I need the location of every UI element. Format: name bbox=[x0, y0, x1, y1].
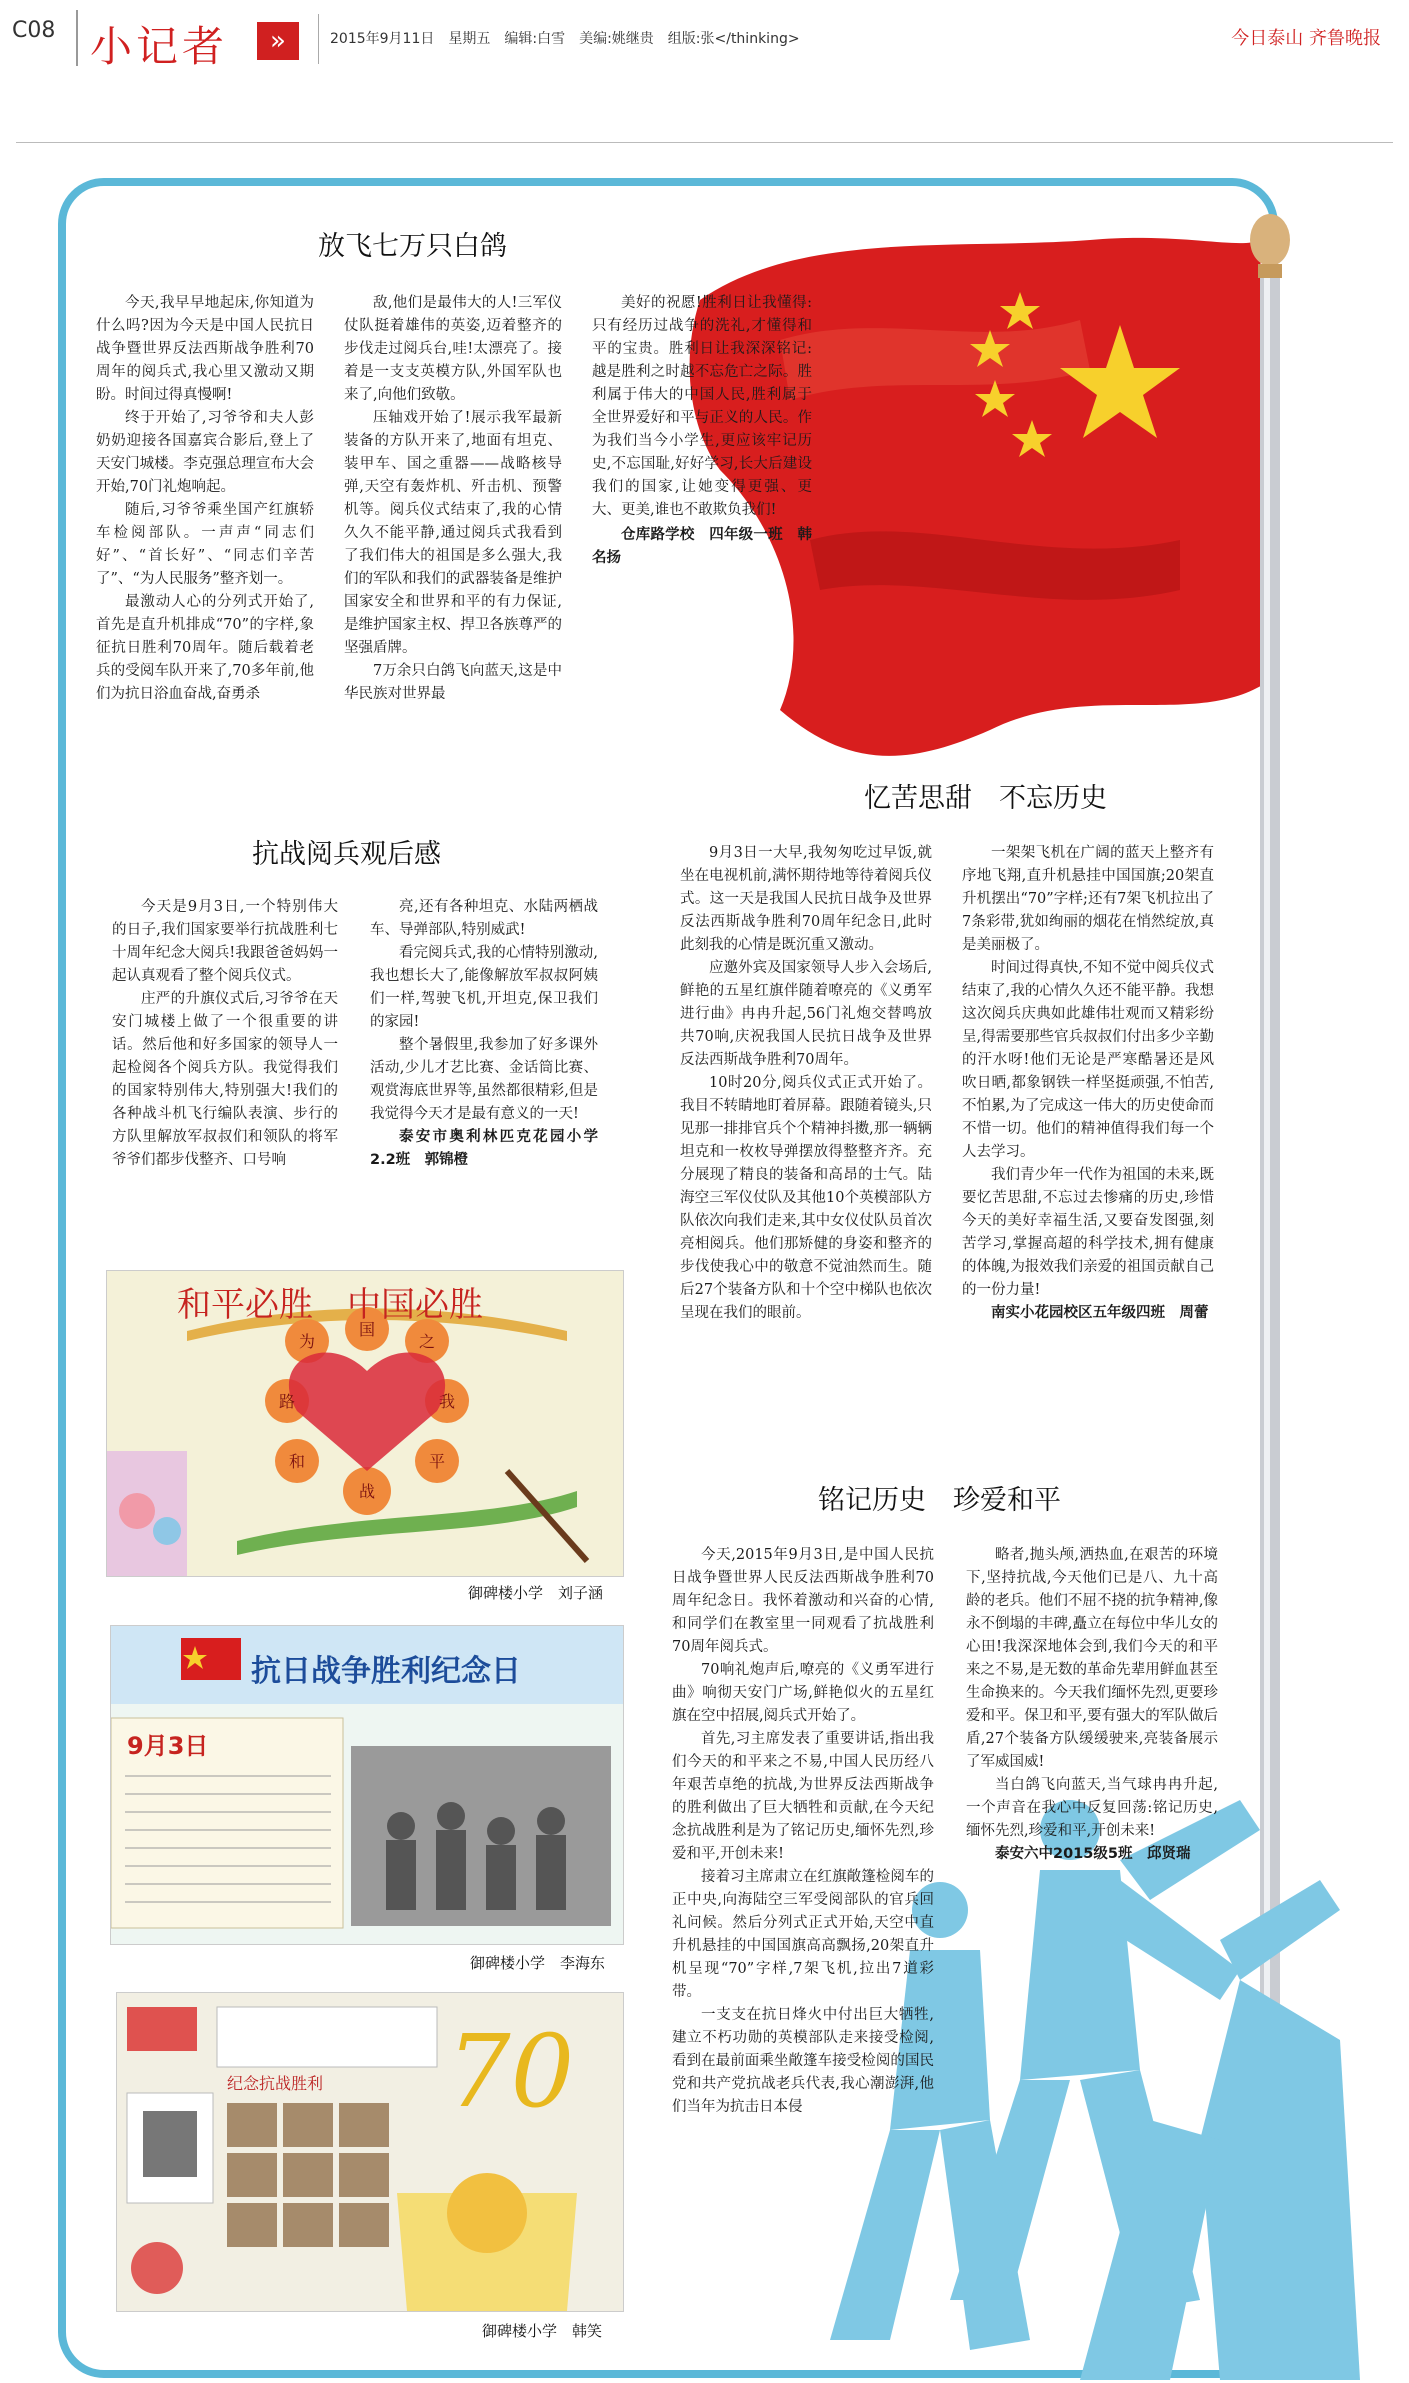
paragraph: 随后,习爷爷乘坐国产红旗轿车检阅部队。一声声“同志们好”、“首长好”、“同志们辛苦了”、“为人民服务”整齐划一。 bbox=[96, 502, 314, 587]
paragraph: 今天,我早早地起床,你知道为什么吗?因为今天是中国人民抗日战争暨世界反法西斯战争胜利70周年的阅兵式,我心里又激动又期盼。时间过得真慢啊! bbox=[96, 295, 314, 403]
paragraph: 9月3日一大早,我匆匆吃过早饭,就坐在电视机前,满怀期待地等待着阅兵仪式。这一天是我国人民抗日战争及世界反法西斯战争胜利70周年纪念日,此时此刻我的心情是既沉重又激动。 bbox=[680, 845, 932, 953]
paragraph: 庄严的升旗仪式后,习爷爷在天安门城楼上做了一个很重要的讲话。然后他和好多国家的领导人一起检阅各个阅兵方队。我觉得我们的国家特别伟大,特别强大!我们的各种战斗机飞行编队表演、步行的方队里解放军叔叔们和领队的将军爷爷们都步伐整齐、口号响 bbox=[112, 991, 338, 1168]
header-rule bbox=[16, 142, 1393, 143]
article-column bbox=[370, 896, 598, 1172]
author-signature: 泰安市奥利林匹克花园小学2.2班 郭锦橙 bbox=[370, 1129, 598, 1168]
header-divider bbox=[318, 14, 319, 64]
newspaper-name: 今日泰山 齐鲁晚报 bbox=[1231, 28, 1381, 49]
paragraph: 10时20分,阅兵仪式正式开始了。我目不转睛地盯着屏幕。跟随着镜头,只见那一排排官兵个个精神抖擞,那一辆辆坦克和一枚枚导弹摆放得整整齐齐。充分展现了精良的装备和高昂的士气。陆海空三军仪仗队及其他10个英模部队方队依次向我们走来,其中女仪仗队员首次亮相阅兵。他们那矫健的身姿和整齐的步伐使我心中的敬意不觉油然而生。随后27个装备方队和十个空中梯队也依次呈现在我们的眼前。 bbox=[680, 1075, 932, 1321]
article-title: 抗战阅兵观后感 bbox=[252, 839, 441, 870]
author-signature: 泰安六中2015级5班 邱贤瑞 bbox=[995, 1846, 1191, 1862]
student-poster bbox=[110, 1625, 624, 1945]
poster-caption: 御碑楼小学 刘子涵 bbox=[468, 1584, 604, 1602]
poster-word: 为 bbox=[299, 1332, 316, 1351]
poster-caption: 御碑楼小学 李海东 bbox=[470, 1954, 606, 1972]
paragraph: 时间过得真快,不知不觉中阅兵仪式结束了,我的心情久久还不能平静。我想这次阅兵庆典如此雄伟壮观而又精彩纷呈,得需要那些官兵叔叔们付出多少辛勤的汗水呀!他们无论是严寒酷暑还是风吹日晒,都象钢铁一样坚挺顽强,不怕苦,不怕累,为了完成这一伟大的历史使命而不惜一切。他们的精神值得我们每一个人去学习。 bbox=[962, 960, 1214, 1160]
poster-word: 国 bbox=[359, 1320, 376, 1339]
paragraph: 亮,还有各种坦克、水陆两栖战车、导弹部队,特别威武! bbox=[370, 899, 598, 938]
poster-title: 70 bbox=[447, 2013, 575, 2130]
student-poster bbox=[116, 1992, 624, 2312]
paragraph: 略者,抛头颅,洒热血,在艰苦的环境下,坚持抗战,今天他们已是八、九十高龄的老兵。他们不屈不挠的抗争精神,像永不倒塌的丰碑,矗立在每位中华儿女的心田!我深深地体会到,我们今天的和平来之不易,是无数的革命先辈用鲜血甚至生命换来的。今天我们缅怀先烈,更要珍爱和平。保卫和平,要有强大的军队做后盾,27个装备方队缓缓驶来,亮装备展示了军威国威! bbox=[966, 1547, 1218, 1770]
paragraph: 终于开始了,习爷爷和夫人彭奶奶迎接各国嘉宾合影后,登上了天安门城楼。李克强总理宣布大会开始,70门礼炮响起。 bbox=[96, 410, 314, 495]
paragraph: 今天,2015年9月3日,是中国人民抗日战争暨世界人民反法西斯战争胜利70周年纪念日。我怀着激动和兴奋的心情,和同学们在教室里一同观看了抗战胜利70周年阅兵式。 bbox=[672, 1547, 934, 1655]
poster-word: 和 bbox=[289, 1452, 306, 1471]
article-title: 铭记历史 珍爱和平 bbox=[818, 1485, 1061, 1516]
paragraph: 最激动人心的分列式开始了,首先是直升机排成“70”的字样,象征抗日胜利70周年。随后载着老兵的受阅车队开来了,70多年前,他们为抗日浴血奋战,奋勇杀 bbox=[96, 594, 314, 702]
article-column bbox=[112, 896, 338, 1172]
poster-word: 平 bbox=[429, 1452, 446, 1471]
article-column bbox=[680, 842, 932, 1325]
paragraph: 整个暑假里,我参加了好多课外活动,少儿才艺比赛、金话筒比赛、观赏海底世界等,虽然都很精彩,但是我觉得今天才是最有意义的一天! bbox=[370, 1037, 598, 1122]
poster-subtitle: 纪念抗战胜利 bbox=[227, 2074, 324, 2093]
paragraph: 压轴戏开始了!展示我军最新装备的方队开来了,地面有坦克、装甲车、国之重器——战略核导弹,天空有轰炸机、歼击机、预警机等。阅兵仪式结束了,我的心情久久不能平静,通过阅兵式我看到了我们伟大的祖国是多么强大,我们的军队和我们的武器装备是维护国家安全和世界和平的有力保证,是维护国家主权、捍卫各族尊严的坚强盾牌。 bbox=[344, 410, 562, 656]
issue-meta: 2015年9月11日 星期五 编辑:白雪 美编:姚继贵 组版:张</thinking> bbox=[330, 31, 800, 47]
paragraph: 首先,习主席发表了重要讲话,指出我们今天的和平来之不易,中国人民历经八年艰苦卓绝的抗战,为世界反法西斯战争的胜利做出了巨大牺牲和贡献,在今天纪念抗战胜利是为了铭记历史,缅怀先烈,珍爱和平,开创未来! bbox=[672, 1731, 934, 1862]
paragraph: 美好的祝愿!胜利日让我懂得:只有经历过战争的洗礼,才懂得和平的宝贵。胜利日让我深深铭记:越是胜利之时越不忘危亡之际。胜利属于伟大的中国人民,胜利属于全世界爱好和平与正义的人民。作为我们当今小学生,更应该牢记历史,不忘国耻,好好学习,长大后建设我们的国家,让她变得更强、更大、更美,谁也不敢欺负我们! bbox=[592, 295, 812, 518]
article-column bbox=[966, 1544, 1218, 1866]
poster-word: 路 bbox=[279, 1392, 296, 1411]
article-column bbox=[592, 292, 812, 570]
paragraph: 一支支在抗日烽火中付出巨大牺牲,建立不朽功勋的英模部队走来接受检阅,看到在最前面乘坐敞篷车接受检阅的国民党和共产党抗战老兵代表,我心潮澎湃,他们当年为抗击日本侵 bbox=[672, 2007, 934, 2115]
paragraph: 一架架飞机在广阔的蓝天上整齐有序地飞翔,直升机悬挂中国国旗;20架直升机摆出“70”字样;还有7架飞机拉出了7条彩带,犹如绚丽的烟花在悄然绽放,真是美丽极了。 bbox=[962, 845, 1214, 953]
article-title: 放飞七万只白鸽 bbox=[318, 231, 507, 262]
article-title: 忆苦思甜 不忘历史 bbox=[864, 783, 1107, 814]
paragraph: 今天是9月3日,一个特别伟大的日子,我们国家要举行抗战胜利七十周年纪念大阅兵!我跟爸爸妈妈一起认真观看了整个阅兵仪式。 bbox=[112, 899, 338, 984]
poster-date: 9月3日 bbox=[127, 1732, 209, 1760]
paragraph: 我们青少年一代作为祖国的未来,既要忆苦思甜,不忘过去惨痛的历史,珍惜今天的美好幸福生活,又要奋发图强,刻苦学习,掌握高超的科学技术,拥有健康的体魄,为报效我们亲爱的祖国贡献自己的一份力量! bbox=[962, 1167, 1214, 1298]
poster-caption: 御碑楼小学 韩笑 bbox=[482, 2322, 603, 2340]
paragraph: 当白鸽飞向蓝天,当气球冉冉升起,一个声音在我心中反复回荡:铭记历史,缅怀先烈,珍爱和平,开创未来! bbox=[966, 1777, 1218, 1839]
poster-word: 我 bbox=[439, 1392, 456, 1411]
author-signature: 仓库路学校 四年级一班 韩名扬 bbox=[592, 527, 812, 566]
paragraph: 看完阅兵式,我的心情特别激动,我也想长大了,能像解放军叔叔阿姨们一样,驾驶飞机,开坦克,保卫我们的家园! bbox=[370, 945, 598, 1030]
paragraph: 敌,他们是最伟大的人!三军仪仗队挺着雄伟的英姿,迈着整齐的步伐走过阅兵台,哇!太漂亮了。接着是一支支英模方队,外国军队也来了,向他们致敬。 bbox=[344, 295, 562, 403]
header-divider bbox=[76, 10, 78, 66]
paragraph: 应邀外宾及国家领导人步入会场后,鲜艳的五星红旗伴随着嘹亮的《义勇军进行曲》冉冉升起,56门礼炮交替鸣放共70响,庆祝我国人民抗日战争及世界反法西斯战争胜利70周年。 bbox=[680, 960, 932, 1068]
article-column bbox=[962, 842, 1214, 1325]
poster-word: 之 bbox=[419, 1332, 436, 1351]
paragraph: 接着习主席肃立在红旗敞篷检阅车的正中央,向海陆空三军受阅部队的官兵回礼问候。然后分列式正式开始,天空中直升机悬挂的中国国旗高高飘扬,20架直升机呈现“70”字样,7架飞机,拉出7道彩带。 bbox=[672, 1869, 934, 2000]
section-title: 小记者 bbox=[90, 22, 229, 71]
article-column bbox=[672, 1544, 934, 2119]
article-column bbox=[344, 292, 562, 706]
poster-word: 战 bbox=[359, 1482, 376, 1501]
poster-title: 和平必胜 中国必胜 bbox=[177, 1285, 483, 1325]
student-poster bbox=[106, 1270, 624, 1577]
section-arrow-icon: » bbox=[257, 22, 299, 60]
paragraph: 7万余只白鸽飞向蓝天,这是中华民族对世界最 bbox=[344, 663, 562, 702]
paragraph: 70响礼炮声后,嘹亮的《义勇军进行曲》响彻天安门广场,鲜艳似火的五星红旗在空中招展,阅兵式开始了。 bbox=[672, 1662, 934, 1724]
page-code: C08 bbox=[12, 18, 56, 43]
poster-title: 抗日战争胜利纪念日 bbox=[251, 1654, 521, 1689]
author-signature: 南实小花园校区五年级四班 周蕾 bbox=[991, 1305, 1209, 1321]
poster-words bbox=[107, 1271, 623, 1576]
article-column bbox=[96, 292, 314, 706]
